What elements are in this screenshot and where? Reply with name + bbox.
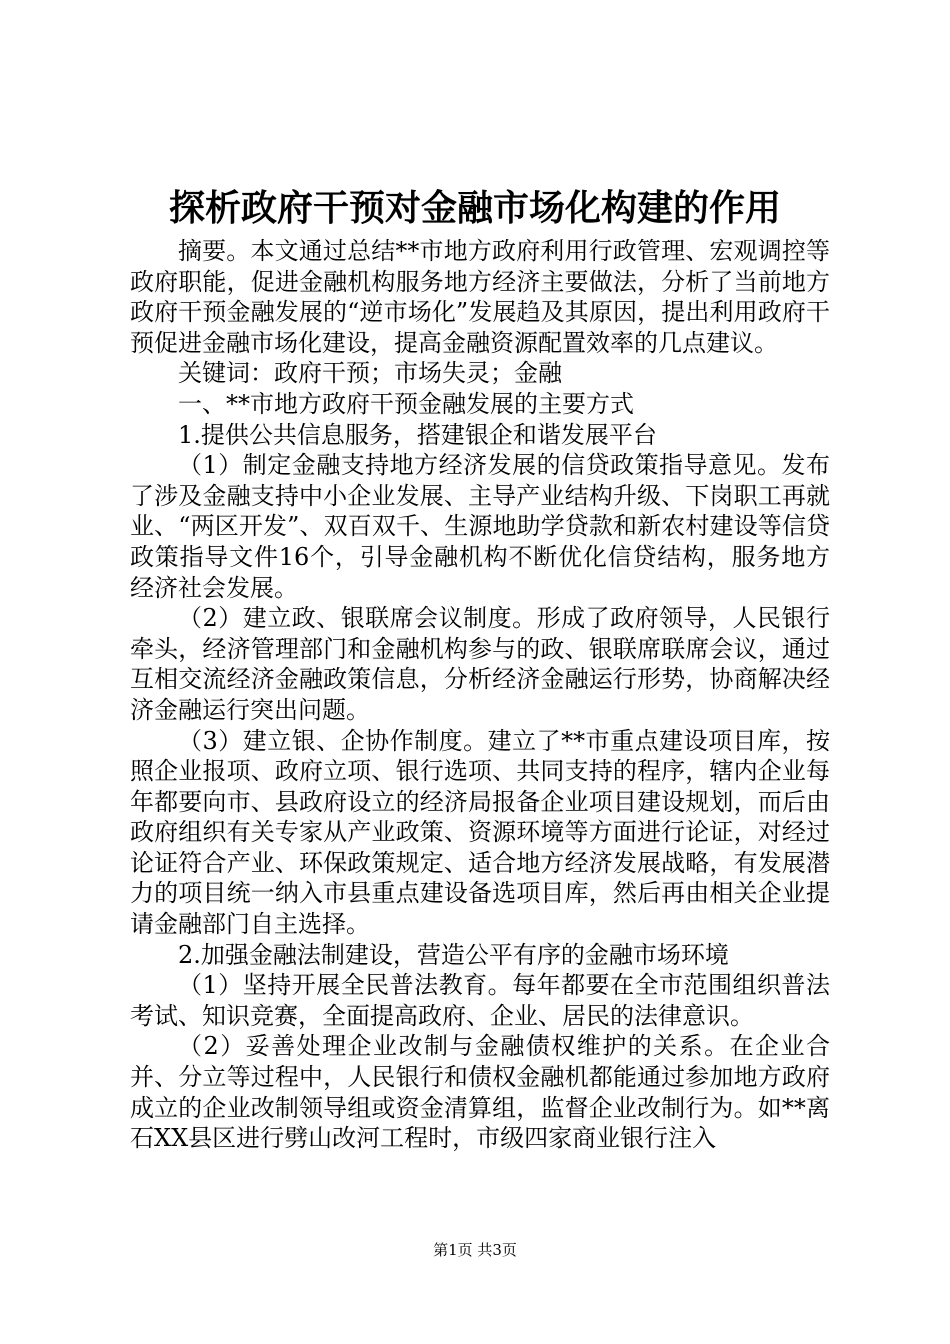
- body-paragraph: （2）建立政、银联席会议制度。形成了政府领导，人民银行牵头，经济管理部门和金融机构参与的政、银联席联席会议，通过互相交流经济金融政策信息，分析经济金融运行形势，协商解决经济金融运行突出问题。: [130, 604, 830, 724]
- body-paragraph: （3）建立银、企协作制度。建立了**市重点建设项目库，按照企业报项、政府立项、银行选项、共同支持的程序，辖内企业每年都要向市、县政府设立的经济局报备企业项目建设规划，而后由政府组织有关专家从产业政策、资源环境等方面进行论证，对经过论证符合产业、环保政策规定、适合地方经济发展战略，有发展潜力的项目统一纳入市县重点建设备选项目库，然后再由相关企业提请金融部门自主选择。: [130, 726, 830, 939]
- section-heading-1: 一、**市地方政府干预金融发展的主要方式: [178, 389, 634, 418]
- page-title: 探析政府干预对金融市场化构建的作用: [168, 187, 781, 229]
- document-body: [130, 236, 830, 1154]
- subsection-heading-1: 1.提供公共信息服务，搭建银企和谐发展平台: [178, 420, 657, 449]
- keywords-paragraph: 关键词：政府干预；市场失灵；金融: [178, 359, 562, 388]
- body-paragraph: （1）制定金融支持地方经济发展的信贷政策指导意见。发布了涉及金融支持中小企业发展、主导产业结构升级、下岗职工再就业、“两区开发”、双百双千、生源地助学贷款和新农村建设等信贷政策指导文件16个，引导金融机构不断优化信贷结构，服务地方经济社会发展。: [130, 451, 830, 602]
- page-footer: 第1页 共3页: [433, 1241, 517, 1259]
- body-paragraph: （1）坚持开展全民普法教育。每年都要在全市范围组织普法考试、知识竞赛，全面提高政府、企业、居民的法律意识。: [130, 971, 830, 1030]
- subsection-heading-2: 2.加强金融法制建设，营造公平有序的金融市场环境: [178, 940, 729, 969]
- body-paragraph: （2）妥善处理企业改制与金融债权维护的关系。在企业合并、分立等过程中，人民银行和债权金融机都能通过参加地方政府成立的企业改制领导组或资金清算组，监督企业改制行为。如**离石XX县区进行劈山改河工程时，市级四家商业银行注入: [130, 1032, 830, 1153]
- abstract-paragraph: 摘要。本文通过总结**市地方政府利用行政管理、宏观调控等政府职能，促进金融机构服务地方经济主要做法，分析了当前地方政府干预金融发展的“逆市场化”发展趋及其原因，提出利用政府干预促进金融市场化建设，提高金融资源配置效率的几点建议。: [130, 237, 830, 357]
